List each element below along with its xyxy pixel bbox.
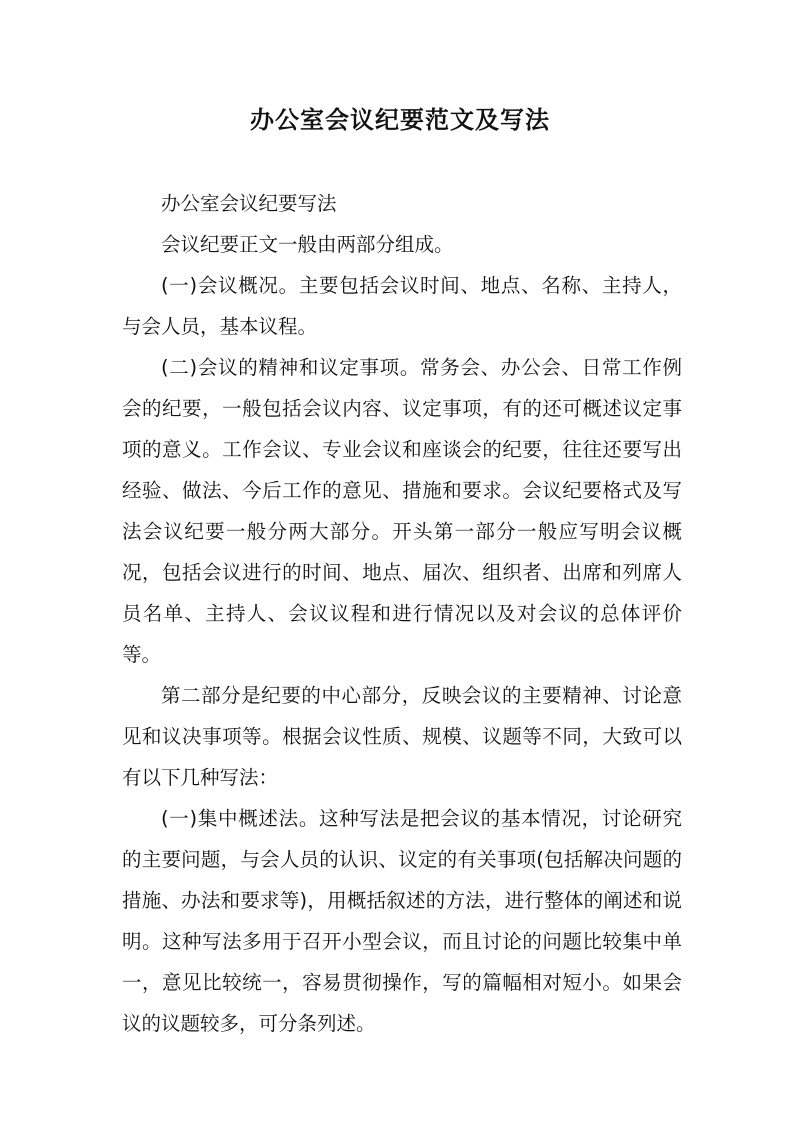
document-title: 办公室会议纪要范文及写法 [250,106,550,134]
paragraph-intro: 会议纪要正文一般由两部分组成。 [161,233,454,256]
paragraph-overview: (一)会议概况。主要包括会议时间、地点、名称、主持人，与会人员，基本议程。 [122,274,682,338]
paragraph-spirit: (二)会议的精神和议定事项。常务会、办公会、日常工作例会的纪要，一般包括会议内容、议定事项，有的还可概述议定事项的意义。工作会议、专业会议和座谈会的纪要，往往还要写出经验、做法、今后工作的意见、措施和要求。会议纪要格式及写法会议纪要一般分两大部分。开头第一部分一般应写明会议概况，包括会议进行的时间、地点、届次、组织者、出席和列席人员名单、主持人、会议议程和进行情况以及对会议的总体评价等。 [122,356,682,666]
paragraph-summary-method: (一)集中概述法。这种写法是把会议的基本情况，讨论研究的主要问题，与会人员的认识、议定的有关事项(包括解决问题的措施、办法和要求等)，用概括叙述的方法，进行整体的阐述和说明。这种写法多用于召开小型会议，而且讨论的问题比较集中单一，意见比较统一，容易贯彻操作，写的篇幅相对短小。如果会议的议题较多，可分条列述。 [122,807,682,1035]
document-body [122,183,682,1044]
paragraph-heading: 办公室会议纪要写法 [161,192,337,215]
paragraph-second-part: 第二部分是纪要的中心部分，反映会议的主要精神、讨论意见和议决事项等。根据会议性质、规模、议题等不同，大致可以有以下几种写法： [122,684,682,789]
